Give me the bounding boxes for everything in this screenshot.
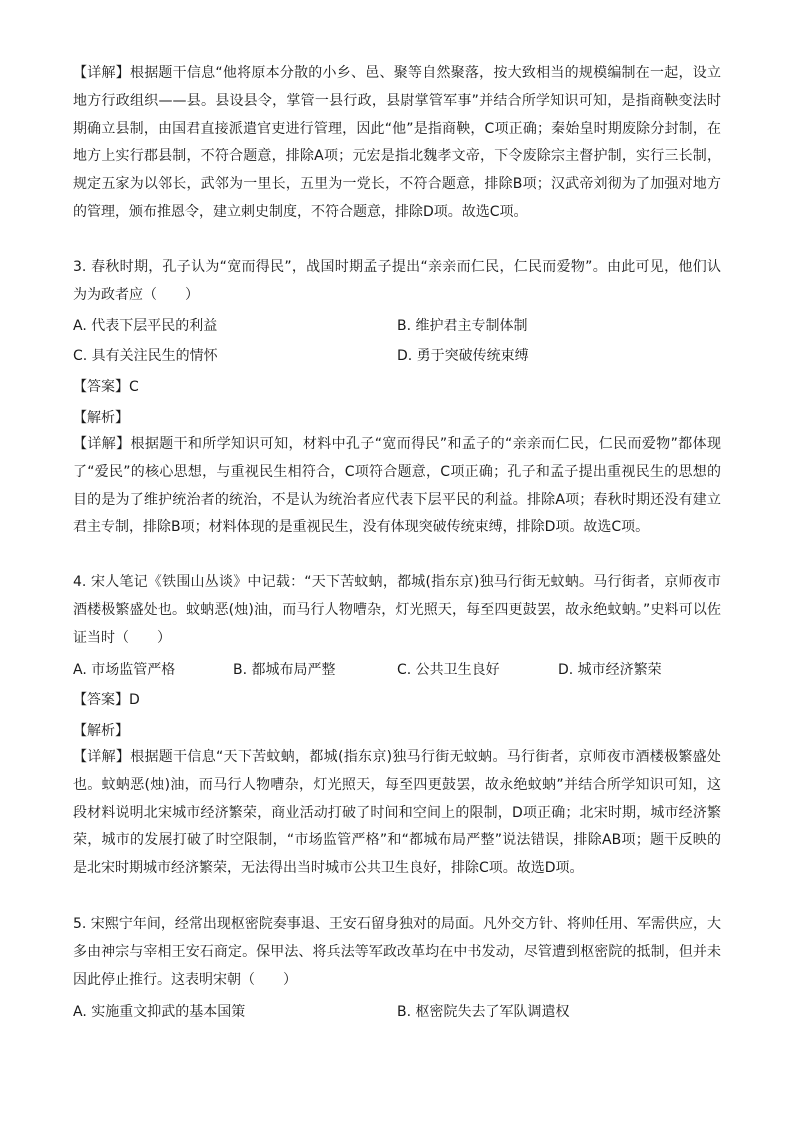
q5-option-a: A. 实施重文抑武的基本国策 xyxy=(73,1004,246,1020)
q4-option-c: C. 公共卫生良好 xyxy=(397,662,500,678)
q3-option-b: B. 维护君主专制体制 xyxy=(397,318,528,334)
q5-stem: 5. 宋熙宁年间，经常出现枢密院奏事退、王安石留身独对的局面。凡外交方针、将帅任用、军需供应，大多由神宗与宰相王安石商定。保甲法、将兵法等军政改革均在中书发动，尽管遭到枢密院的抵制，但并未因此停止推行。这表明宋朝（ ） xyxy=(73,916,721,988)
q3-stem: 3. 春秋时期，孔子认为“宽而得民”，战国时期孟子提出“亲亲而仁民，仁民而爱物”。由此可见，他们认为为政者应（ ） xyxy=(73,259,721,303)
q3-option-c: C. 具有关注民生的情怀 xyxy=(73,348,218,364)
q5-option-b: B. 枢密院失去了军队调遣权 xyxy=(397,1004,570,1020)
q3-option-d: D. 勇于突破传统束缚 xyxy=(397,348,529,364)
q4-option-a: A. 市场监管严格 xyxy=(73,662,176,678)
q4-option-b: B. 都城布局严整 xyxy=(233,662,336,678)
q3-detail: 【详解】根据题干和所学知识可知，材料中孔子“宽而得民”和孟子的“亲亲而仁民，仁民而爱物”都体现了“爱民”的核心思想，与重视民生相符合，C项符合题意，C项正确；孔子和孟子提出重视民生的思想的目的是为了维护统治者的统治，不是认为统治者应代表下层平民的利益。排除A项；春秋时期还没有建立君主专制，排除B项；材料体现的是重视民生，没有体现突破传统束缚，排除D项。故选C项。 xyxy=(73,436,721,536)
q4-answer: 【答案】D xyxy=(73,692,140,708)
q4-detail: 【详解】根据题干信息“天下苦蚊蚋，都城(指东京)独马行街无蚊蚋。马行街者，京师夜市酒楼极繁盛处也。蚊蚋恶(烛)油，而马行人物嘈杂，灯光照天，每至四更鼓罢，故永绝蚊蚋”并结合所学知识可知，这段材料说明北宋城市经济繁荣，商业活动打破了时间和空间上的限制，D项正确；北宋时期，城市经济繁荣，城市的发展打破了时空限制，“市场监管严格”和“都城布局严整”说法错误，排除AB项；题干反映的是北宋时期城市经济繁荣，无法得出当时城市公共卫生良好，排除C项。故选D项。 xyxy=(73,749,721,877)
q3-option-a: A. 代表下层平民的利益 xyxy=(73,318,218,334)
q3-analysis-label: 【解析】 xyxy=(73,410,129,426)
q4-option-d: D. 城市经济繁荣 xyxy=(558,662,662,678)
q2-detail: 【详解】根据题干信息“他将原本分散的小乡、邑、聚等自然聚落，按大致相当的规模编制在一起，设立地方行政组织——县。县设县令，掌管一县行政，县尉掌管军事”并结合所学知识可知，是指商鞅变法时期确立县制，由国君直接派遣官吏进行管理，因此“他”是指商鞅，C项正确；秦始皇时期废除分封制，在地方上实行郡县制，不符合题意，排除A项；元宏是指北魏孝文帝，下令废除宗主督护制，实行三长制，规定五家为以邻长，武邻为一里长，五里为一党长，不符合题意，排除B项；汉武帝刘彻为了加强对地方的管理，颁布推恩令，建立刺史制度，不符合题意，排除D项。故选C项。 xyxy=(73,65,721,220)
q3-answer: 【答案】C xyxy=(73,379,139,395)
q4-analysis-label: 【解析】 xyxy=(73,723,129,739)
q4-stem: 4. 宋人笔记《铁围山丛谈》中记载：“天下苦蚊蚋，都城(指东京)独马行街无蚊蚋。马行街者，京师夜市酒楼极繁盛处也。蚊蚋恶(烛)油，而马行人物嘈杂，灯光照天，每至四更鼓罢，故永绝蚊蚋。”史料可以佐证当时（ ） xyxy=(73,574,721,646)
